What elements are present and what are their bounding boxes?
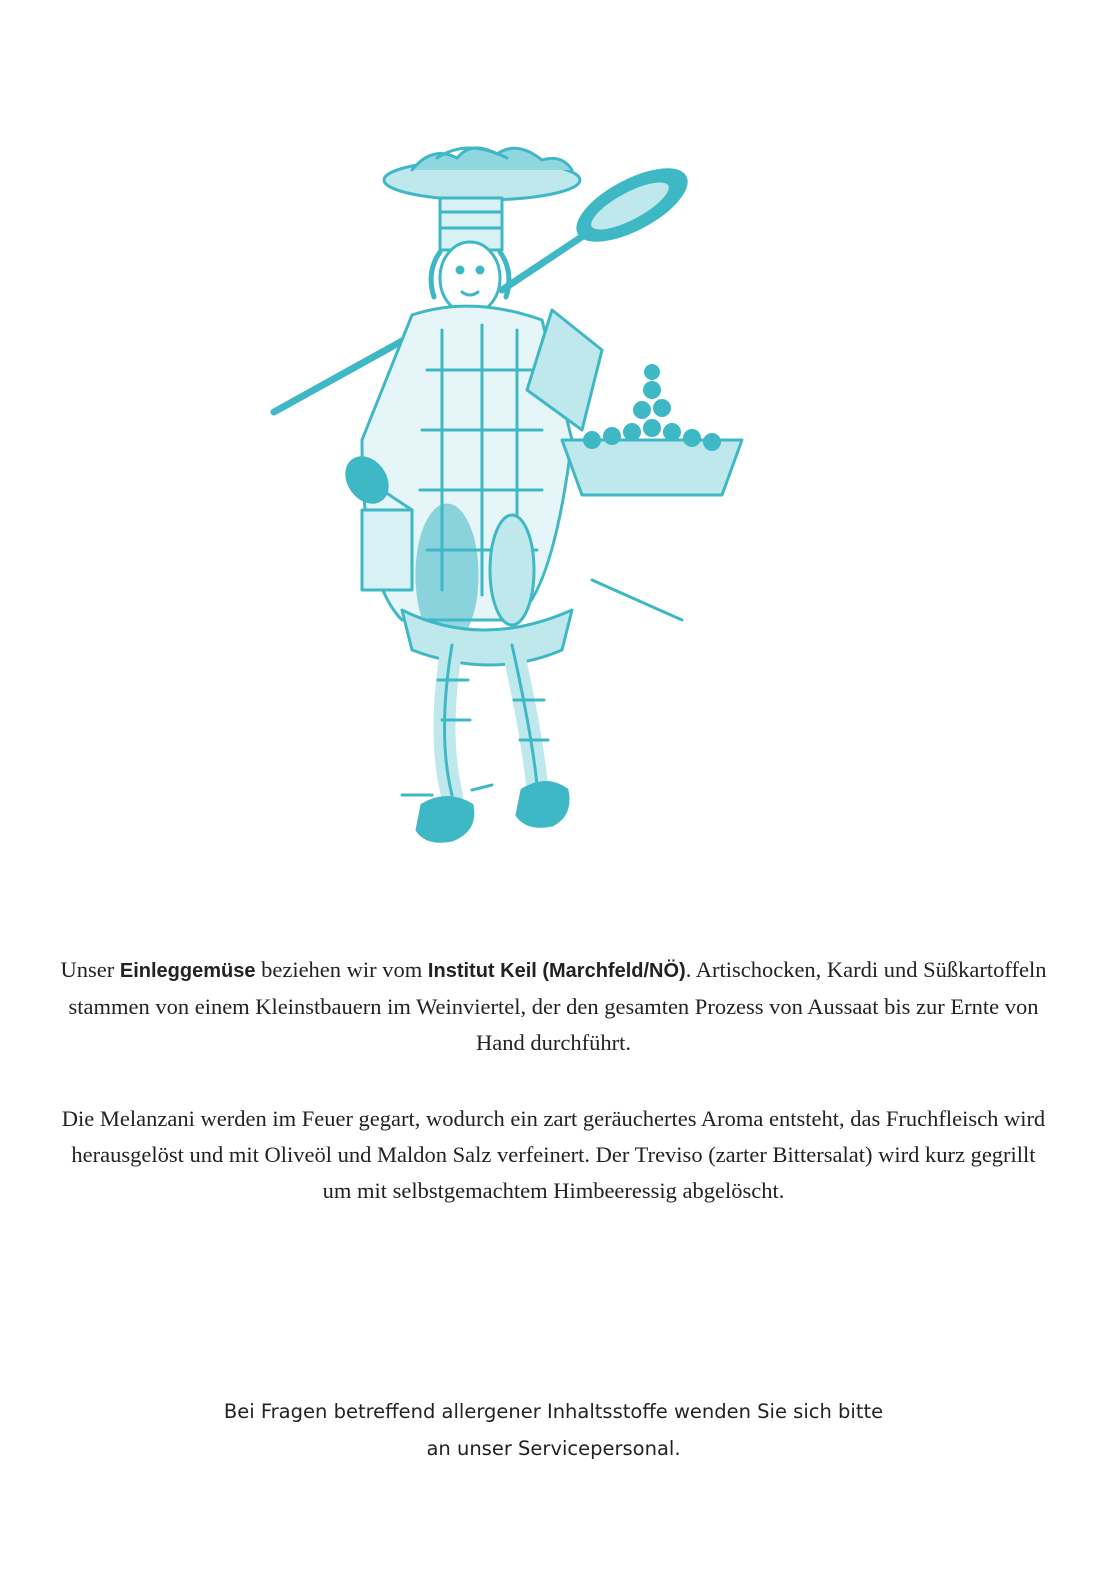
highlight-institut-keil: Institut Keil (Marchfeld/NÖ) [427, 960, 686, 982]
allergen-notice-line-2: an unser Servicepersonal. [426, 1437, 681, 1460]
sourcing-paragraph [60, 952, 1047, 1061]
para1-text-3: . Artischocken, Kardi und Süßkartoffeln stammen von einem Kleinstbauern im Weinviertel, der den gesamten Prozess von Aussaat bis zur Ernte von Hand durchführt. [68, 957, 1047, 1055]
allergen-notice-line-1: Bei Fragen betreffend allergener Inhaltsstoffe wenden Sie sich bitte [223, 1400, 884, 1423]
highlight-einleggemuese: Einleggemüse [119, 960, 256, 982]
preparation-paragraph: Die Melanzani werden im Feuer gegart, wodurch ein zart geräuchertes Aroma entsteht, das Fruchfleisch wird herausgelöst und mit Oliveöl und Maldon Salz verfeinert. Der Treviso (zarter Bittersalat) wird kurz gegrillt um mit selbstgemachtem Himbeeressig abgelöscht. [61, 1106, 1046, 1203]
allergen-notice [60, 1393, 1047, 1467]
para1-text-2: beziehen wir vom [255, 957, 428, 982]
para1-text-1: Unser [60, 957, 120, 982]
cook-figure-icon [262, 140, 762, 875]
